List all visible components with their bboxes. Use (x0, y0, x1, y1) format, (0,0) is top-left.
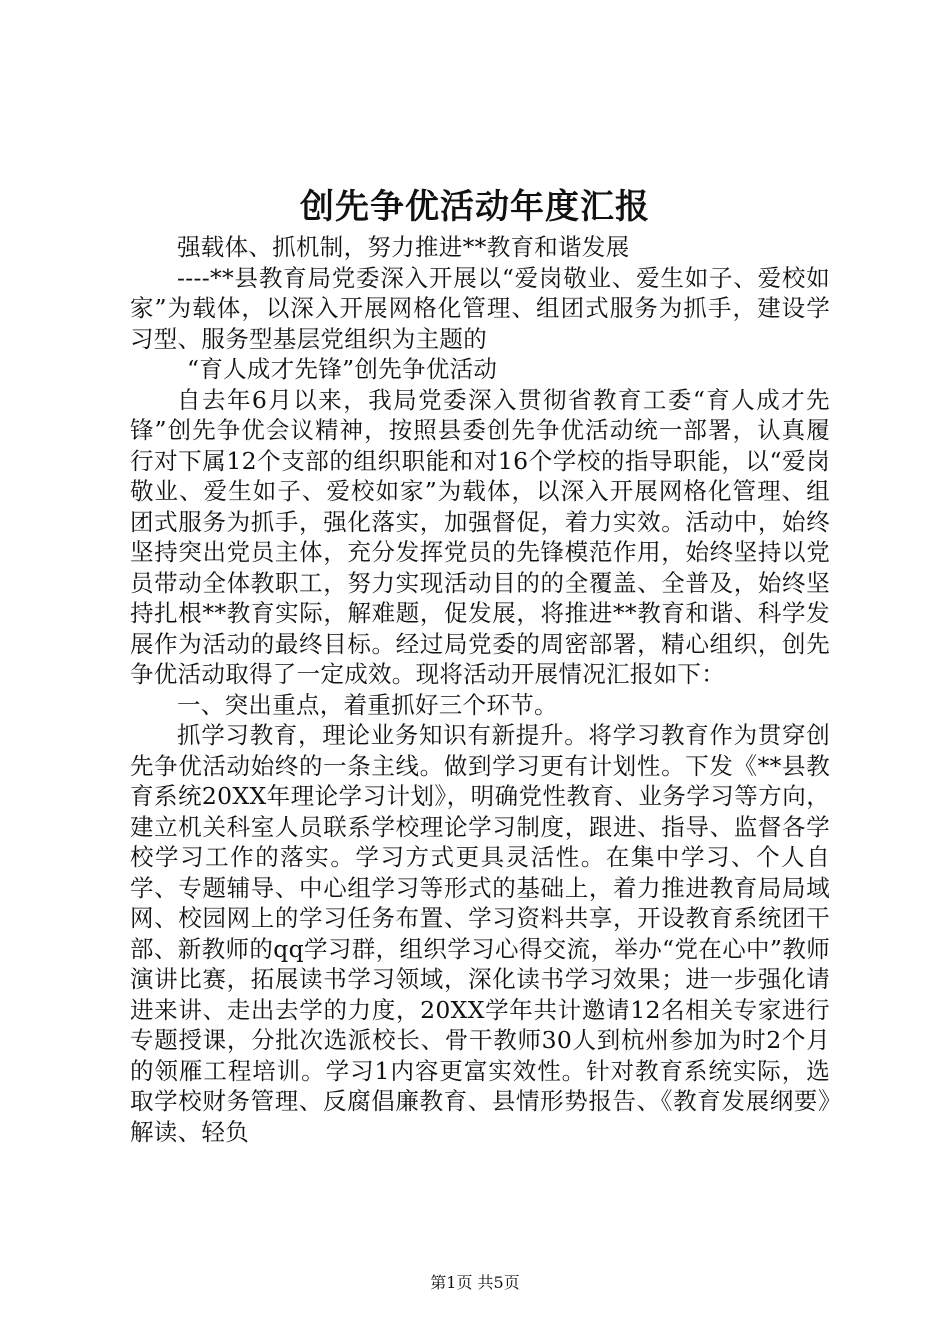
page-footer: 第1页 共5页 (430, 1273, 520, 1292)
body-paragraph: 抓学习教育，理论业务知识有新提升。将学习教育作为贯穿创先争优活动始终的一条主线。做到学习更有计划性。下发《**县教育系统20XX年理论学习计划》，明确党性教育、业务学习等方向，建立机关科室人员联系学校理论学习制度，跟进、指导、监督各学校学习工作的落实。学习方式更具灵活性。在集中学习、个人自学、专题辅导、中心组学习等形式的基础上，着力推进教育局局域网、校园网上的学习任务布置、学习资料共享，开设教育系统团干部、新教师的qq学习群，组织学习心得交流，举办“党在心中”教师演讲比赛，拓展读书学习领域，深化读书学习效果；进一步强化请进来讲、走出去学的力度，20XX学年共计邀请12名相关专家进行专题授课，分批次选派校长、骨干教师30人到杭州参加为时2个月的领雁工程培训。学习1内容更富实效性。针对教育系统实际，选取学校财务管理、反腐倡廉教育、县情形势报告、《教育发展纲要》解读、轻负 (130, 721, 830, 1146)
subtitle-line: 强载体、抓机制，努力推进**教育和谐发展 (177, 233, 630, 261)
subtitle-activity: “育人成才先锋”创先争优活动 (187, 355, 498, 383)
document-body (130, 232, 830, 1147)
subtitle-description: ----**县教育局党委深入开展以“爱岗敬业、爱生如子、爱校如家”为载体，以深入开展网格化管理、组团式服务为抓手，建设学习型、服务型基层党组织为主题的 (130, 263, 830, 353)
section-heading: 一、突出重点，着重抓好三个环节。 (177, 690, 558, 719)
body-paragraph: 自去年6月以来，我局党委深入贯彻省教育工委“育人成才先锋”创先争优会议精神，按照县委创先争优活动统一部署，认真履行对下属12个支部的组织职能和对16个学校的指导职能，以“爱岗敬业、爱生如子、爱校如家”为载体，以深入开展网格化管理、组团式服务为抓手，强化落实，加强督促，着力实效。活动中，始终坚持突出党员主体，充分发挥党员的先锋模范作用，始终坚持以党员带动全体教职工，努力实现活动目的的全覆盖、全普及，始终坚持扎根**教育实际，解难题，促发展，将推进**教育和谐、科学发展作为活动的最终目标。经过局党委的周密部署，精心组织，创先争优活动取得了一定成效。现将活动开展情况汇报如下： (130, 385, 830, 688)
document-title: 创先争优活动年度汇报 (300, 187, 650, 227)
